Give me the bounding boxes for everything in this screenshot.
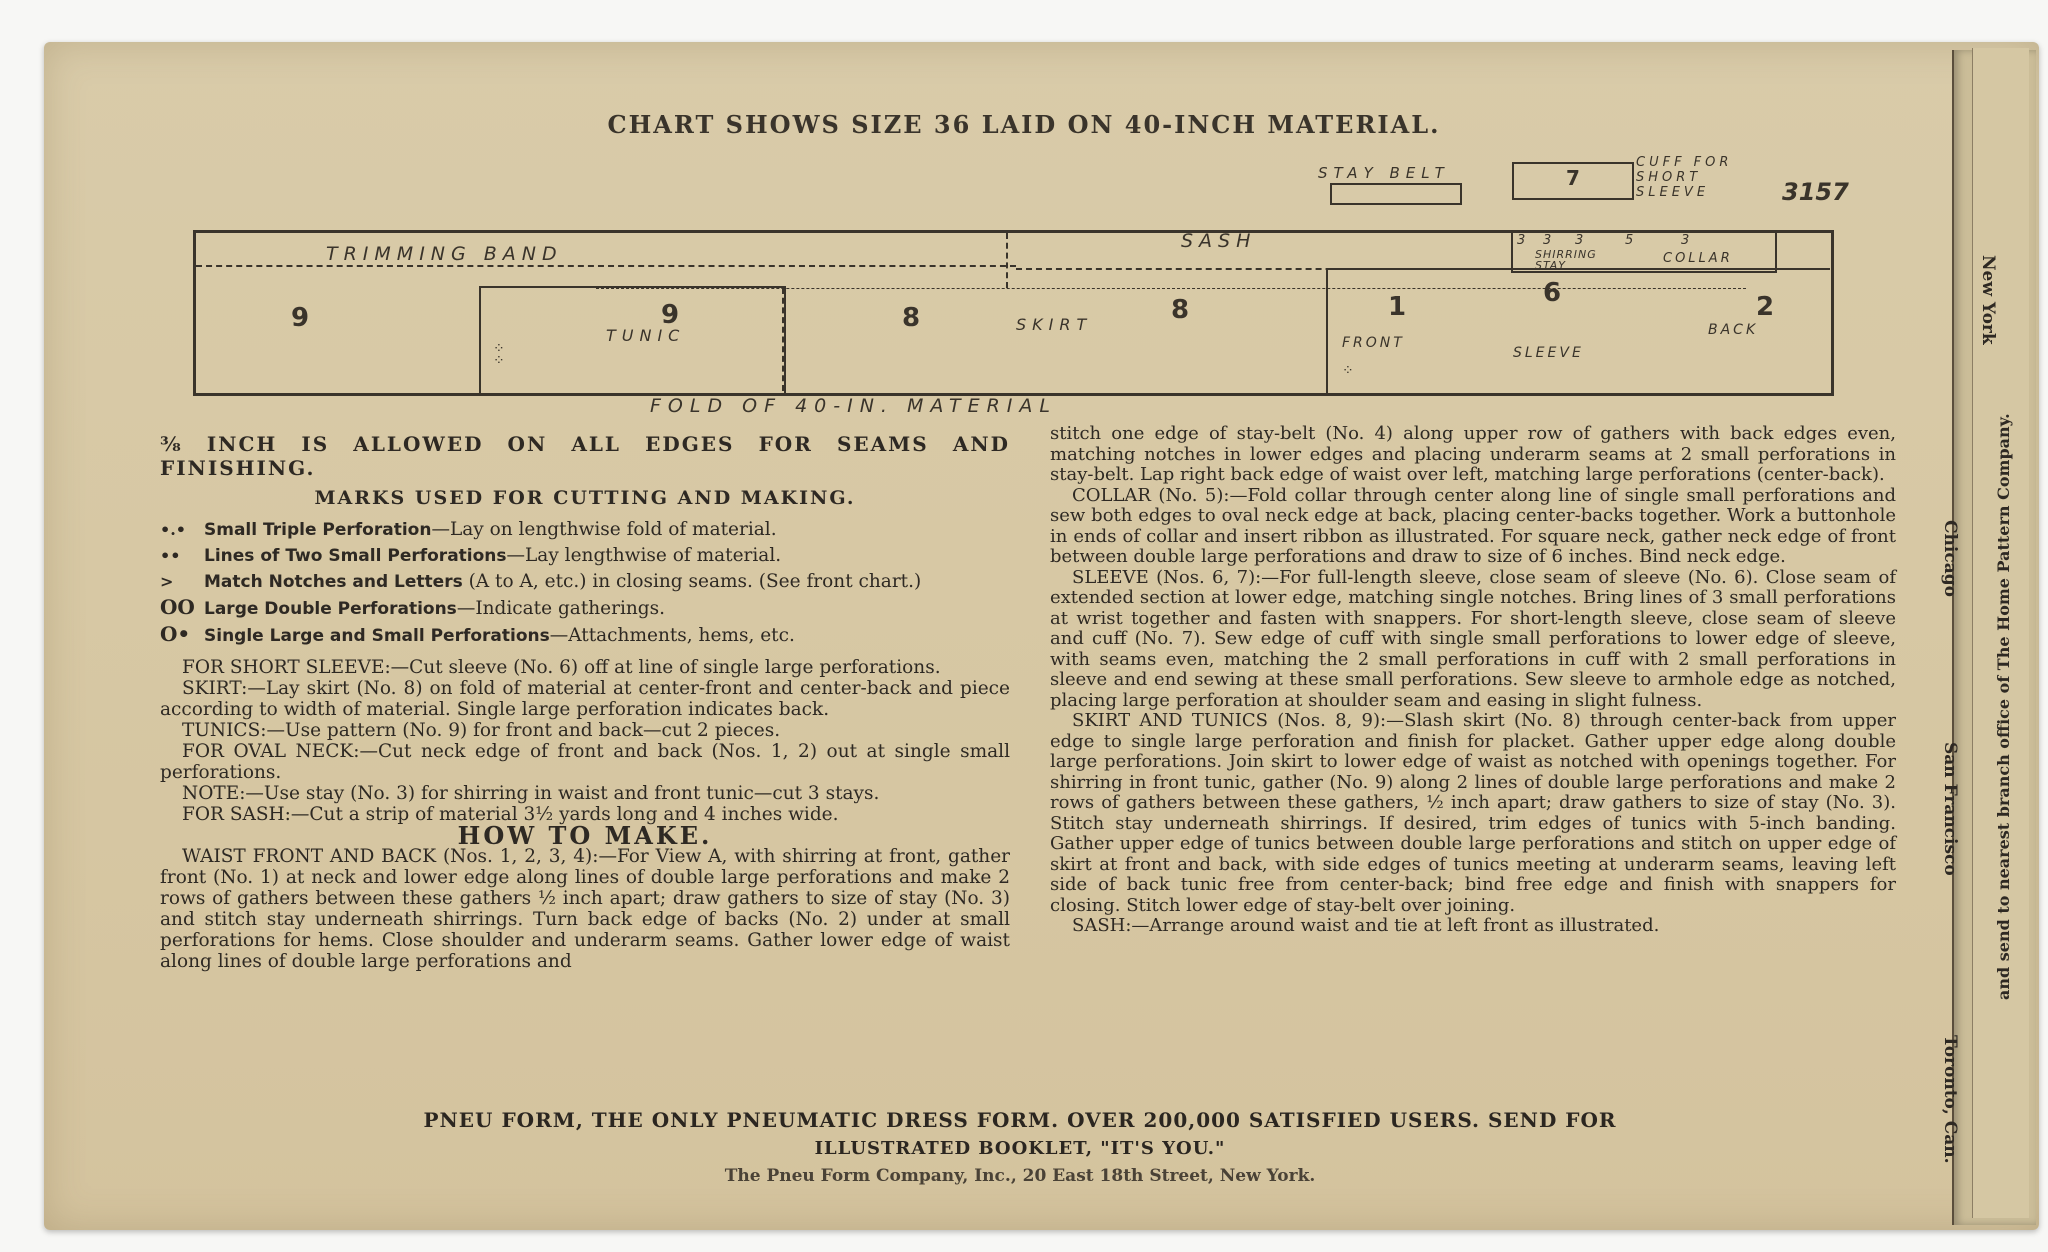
small-pieces bbox=[1511, 231, 1777, 273]
cutting-chart bbox=[193, 230, 1834, 396]
stay-belt-label: STAY BELT bbox=[1318, 164, 1450, 182]
cuff-label: CUFF FOR SHORT SLEEVE bbox=[1636, 155, 1733, 200]
double-perforation-icon: •• bbox=[160, 546, 181, 565]
mark-name: Single Large and Small Perforations bbox=[204, 626, 550, 646]
mark-name: Match Notches and Letters bbox=[204, 572, 463, 592]
mark-item bbox=[160, 519, 1010, 541]
mark-name: Small Triple Perforation bbox=[204, 520, 432, 540]
front-label: FRONT bbox=[1342, 335, 1405, 351]
sleeve-number: 6 bbox=[1543, 278, 1562, 308]
stay-belt-instructions: stitch one edge of stay-belt (No. 4) along upper row of gathers with back edges even, matching notches in lower edges and placing underarm seams at 2 small perforations in stay-belt. Lap right back edge of waist over left, matching large perforations (center-back). bbox=[1050, 423, 1896, 485]
cuff-piece bbox=[1512, 162, 1634, 200]
stay-number-a: 3 bbox=[1517, 233, 1527, 248]
piece-9-label: 9 bbox=[291, 303, 310, 333]
flap-chicago: Chicago bbox=[1940, 520, 1960, 597]
mark-item bbox=[160, 545, 1010, 567]
mark-item bbox=[160, 624, 1010, 647]
flap-new-york: New York bbox=[1978, 255, 1998, 345]
shirring-stay-label: SHIRRING STAY bbox=[1535, 248, 1597, 272]
stay-number-b: 3 bbox=[1543, 233, 1553, 248]
dash-line bbox=[1006, 233, 1008, 288]
skirt-tunics-instructions: SKIRT AND TUNICS (Nos. 8, 9):—Slash skirt (No. 8) through center-back from upper edge to single large perforation and finish for placket. Gather upper edge along double large perforations. Join skirt to lower edge of waist as notched with openings together. For shirring in front tunic, gather (No. 9) along 2 lines of double large perforations and make 2 rows of gathers between these gathers, ½ inch apart; draw gathers to size of stay (No. 3). Stitch stay underneath shirrings. If desired, trim edges of tunics with 5-inch banding. Gather upper edge of tunics between double large perforations and stitch on upper edge of skirt at front and back, with side edges of tunics meeting at underarm seams, leaving left side of back tunic free from center-back; bind free edge and finish with snappers for closing. Stitch lower edge of stay-belt over joining. bbox=[1050, 710, 1896, 916]
stay-belt-piece bbox=[1330, 183, 1462, 205]
tunic-number: 9 bbox=[661, 300, 680, 330]
skirt-number-a: 8 bbox=[902, 303, 921, 333]
pattern-number: 3157 bbox=[1782, 178, 1849, 206]
single-perforation-icon: O• bbox=[160, 622, 191, 646]
collar-instructions: COLLAR (No. 5):—Fold collar through center along line of single small perforations and sew both edges to oval neck edge at back, placing center-backs together. Work a buttonhole in ends of collar and insert ribbon as illustrated. For square neck, gather neck edge of front between double large perforations and draw to size of 6 inches. Bind neck edge. bbox=[1050, 484, 1896, 567]
mark-name: Large Double Perforations bbox=[204, 599, 457, 619]
mark-item bbox=[160, 571, 1010, 593]
note-instructions: NOTE:—Use stay (No. 3) for shirring in waist and front tunic—cut 3 stays. bbox=[182, 783, 880, 804]
chart-title: CHART SHOWS SIZE 36 LAID ON 40-INCH MATERIAL. bbox=[607, 110, 1441, 139]
flap-toronto: Toronto, Can. bbox=[1940, 1035, 1960, 1164]
sleeve-instructions: SLEEVE (Nos. 6, 7):—For full-length sleeve, close seam of sleeve (No. 6). Close seam of extended section at lower edge, matching single notches. Bring lines of 3 small perforations at wrist together and fasten with snappers. For short-length sleeve, close seam of sleeve and cuff (No. 7). Sew edge of cuff with single small perforations to lower edge of sleeve, with seams even, matching the 2 small perforations in cuff with 2 small perforations in sleeve and end sewing at these small perforations. Sew sleeve to armhole edge as notched, placing large perforation at shoulder seam and easing in slight fulness. bbox=[1050, 566, 1896, 711]
dash-line bbox=[782, 288, 784, 391]
waist-instructions: WAIST FRONT AND BACK (Nos. 1, 2, 3, 4):—For View A, with shirring at front, gather front (No. 1) at neck and lower edge along lines of double large perforations and make 2 rows of gathers between these gathers ½ inch apart; draw gathers to size of stay (No. 3) and stitch stay underneath shirrings. Turn back edge of backs (No. 2) under at small perforations for hems. Close shoulder and underarm seams. Gather lower edge of waist along lines of double large perforations and bbox=[160, 846, 1010, 972]
mark-item bbox=[160, 597, 1010, 620]
waist-pieces bbox=[1326, 268, 1830, 395]
back-label: BACK bbox=[1708, 322, 1759, 338]
skirt-instructions: SKIRT:—Lay skirt (No. 8) on fold of material at center-front and center-back and piece according to width of material. Single large perforation indicates back. bbox=[160, 678, 1010, 720]
left-column bbox=[160, 432, 1010, 972]
fold-label: FOLD OF 40-IN. MATERIAL bbox=[650, 395, 1057, 417]
sleeve-label: SLEEVE bbox=[1513, 345, 1584, 361]
footer-advert: PNEU FORM, THE ONLY PNEUMATIC DRESS FORM. OVER 200,000 SATISFIED USERS. SEND FOR bbox=[423, 1108, 1617, 1132]
footer-booklet: ILLUSTRATED BOOKLET, "IT'S YOU." bbox=[814, 1138, 1226, 1159]
sash-instructions: SASH:—Arrange around waist and tie at left front as illustrated. bbox=[1072, 915, 1660, 936]
seam-allowance-note: ⅜ INCH IS ALLOWED ON ALL EDGES FOR SEAMS AND FINISHING. bbox=[160, 432, 1010, 480]
dash-line bbox=[196, 265, 1016, 267]
triple-perforation-icon: •.• bbox=[160, 520, 187, 539]
large-double-perforation-icon: OO bbox=[160, 595, 195, 619]
notch-icon: > bbox=[160, 572, 174, 591]
short-sleeve-instructions: FOR SHORT SLEEVE:—Cut sleeve (No. 6) off at line of single large perforations. bbox=[182, 657, 941, 678]
collar-label: COLLAR bbox=[1663, 251, 1733, 266]
marks-heading: MARKS USED FOR CUTTING AND MAKING. bbox=[314, 487, 856, 509]
perforation-marks: ⁘ bbox=[1342, 363, 1354, 379]
tunics-instructions: TUNICS:—Use pattern (No. 9) for front and back—cut 2 pieces. bbox=[182, 720, 781, 741]
stay-number-d: 3 bbox=[1681, 233, 1691, 248]
mark-desc: —Lay lengthwise of material. bbox=[506, 545, 782, 566]
how-to-make-heading: HOW TO MAKE. bbox=[457, 821, 713, 850]
tunic-label: TUNIC bbox=[606, 326, 686, 345]
mark-desc: (A to A, etc.) in closing seams. (See front chart.) bbox=[462, 571, 922, 592]
sash-label: SASH bbox=[1181, 230, 1257, 252]
trimming-band-label: TRIMMING BAND bbox=[326, 243, 563, 265]
mark-desc: —Indicate gatherings. bbox=[456, 598, 666, 619]
skirt-label: SKIRT bbox=[1016, 315, 1093, 334]
right-column bbox=[1050, 424, 1896, 937]
collar-number-5: 5 bbox=[1625, 233, 1635, 248]
skirt-number-b: 8 bbox=[1171, 295, 1190, 325]
sash-cut-instructions: FOR SASH:—Cut a strip of material 3½ yards long and 4 inches wide. bbox=[182, 804, 839, 825]
cuff-number: 7 bbox=[1566, 166, 1580, 190]
flap-san-francisco: San Francisco bbox=[1940, 742, 1960, 876]
mark-desc: —Lay on lengthwise fold of material. bbox=[431, 519, 777, 540]
perforation-marks: ⁘ ⁘ bbox=[493, 341, 505, 369]
footer-address: The Pneu Form Company, Inc., 20 East 18th Street, New York. bbox=[724, 1166, 1316, 1186]
stay-number-c: 3 bbox=[1575, 233, 1585, 248]
flap-company-note: and send to nearest branch office of The Home Pattern Company. bbox=[1994, 413, 2013, 1000]
mark-name: Lines of Two Small Perforations bbox=[204, 546, 507, 566]
back-number: 2 bbox=[1756, 292, 1775, 322]
front-number: 1 bbox=[1388, 292, 1407, 322]
tunic-piece bbox=[479, 286, 786, 395]
oval-neck-instructions: FOR OVAL NECK:—Cut neck edge of front and back (Nos. 1, 2) out at single small perforations. bbox=[160, 741, 1010, 783]
mark-desc: —Attachments, hems, etc. bbox=[549, 625, 795, 646]
